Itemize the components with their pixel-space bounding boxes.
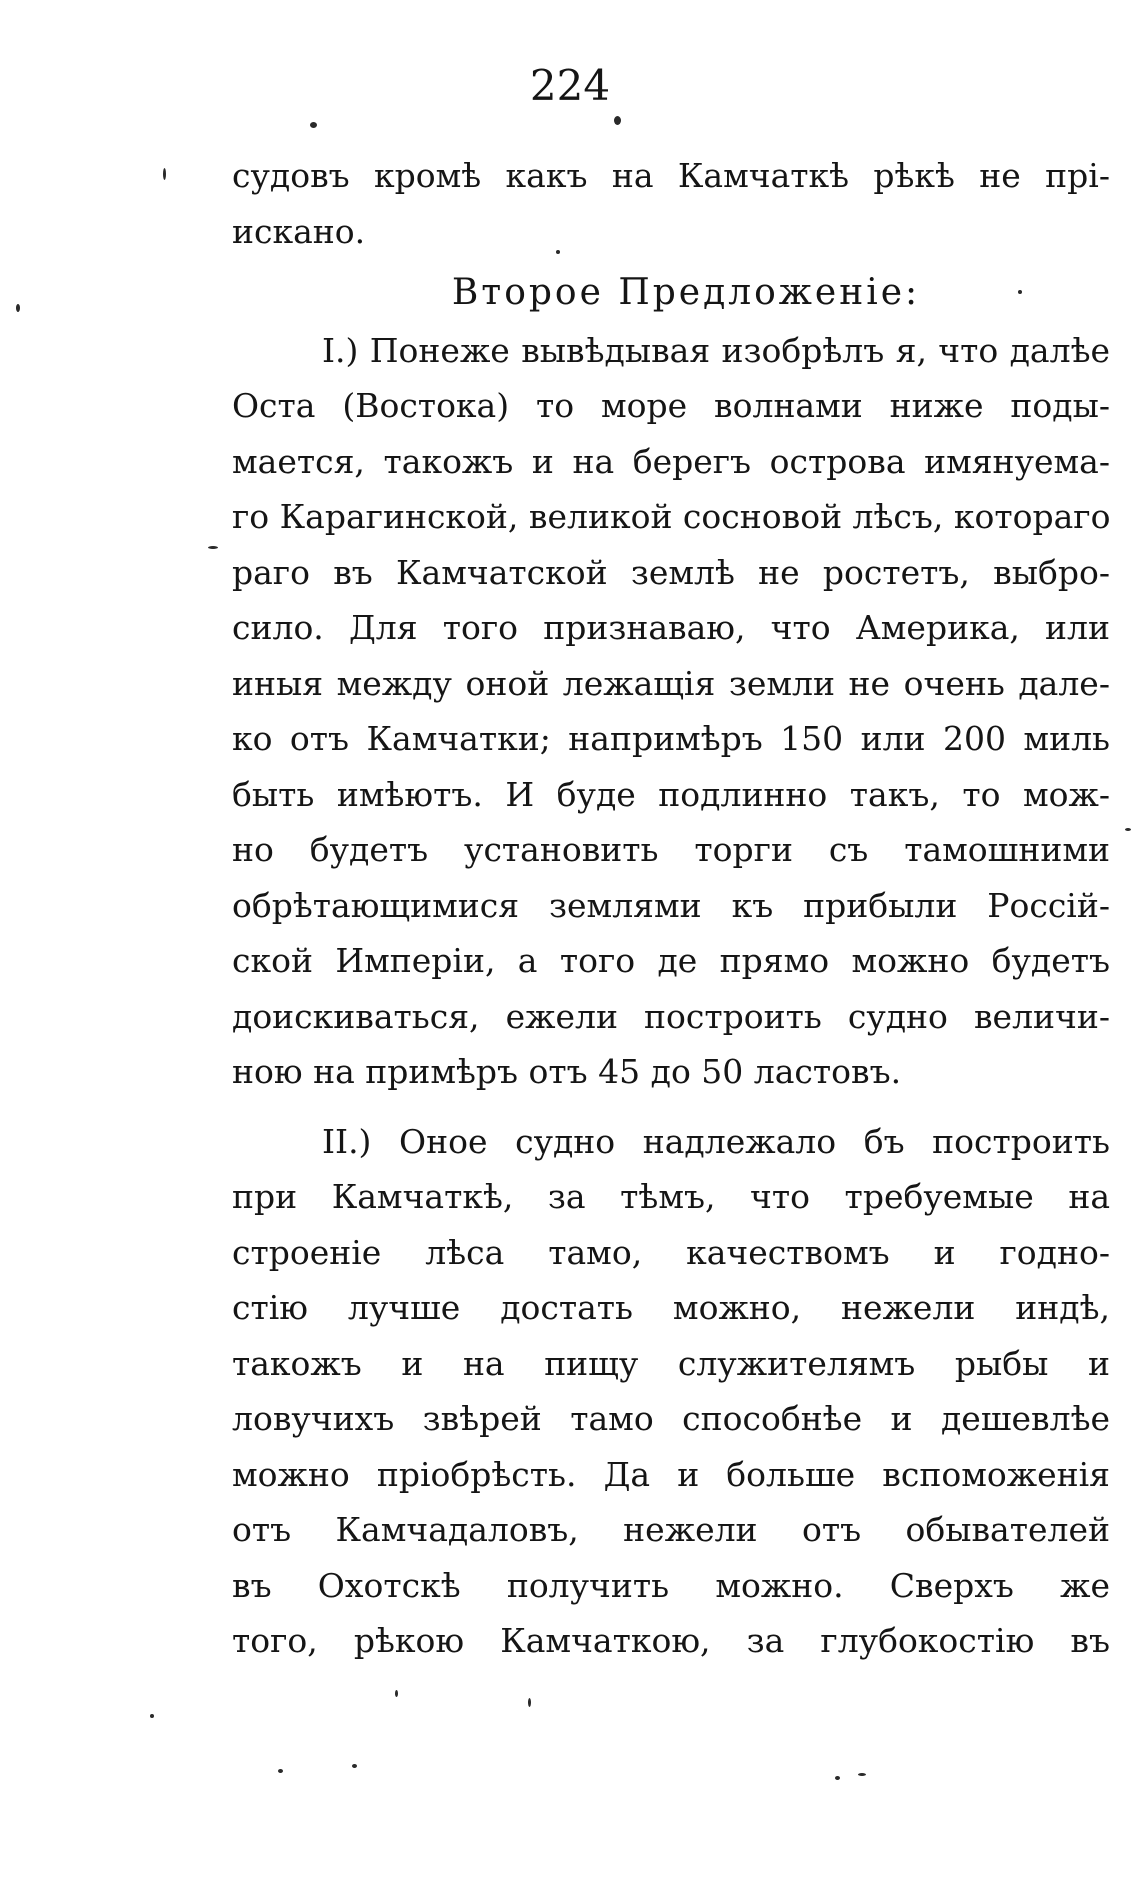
text-line: мается, такожъ и на берегъ острова имянуема- bbox=[232, 441, 1110, 481]
text-line: стію лучше достать можно, нежели индѣ, bbox=[232, 1288, 1110, 1327]
scan-speck bbox=[278, 1769, 283, 1773]
scan-speck bbox=[208, 546, 218, 549]
paragraph-gap bbox=[232, 1100, 1110, 1114]
text-line: Оста (Востока) то море волнами ниже поды- bbox=[232, 386, 1110, 425]
text-line: при Камчаткѣ, за тѣмъ, что требуемые на bbox=[232, 1177, 1110, 1216]
scan-speck bbox=[395, 1690, 398, 1697]
scan-speck bbox=[1018, 290, 1022, 294]
text-line: сило. Для того признаваю, что Америка, или bbox=[232, 608, 1110, 647]
scan-speck bbox=[858, 1773, 866, 1776]
scan-speck bbox=[150, 1714, 154, 1718]
text-line: такожъ и на пищу служителямъ рыбы и bbox=[232, 1343, 1110, 1383]
text-line: ною на примѣръ отъ 45 до 50 ластовъ. bbox=[232, 1052, 902, 1091]
scan-speck bbox=[556, 250, 560, 254]
text-line: можно пріобрѣсть. Да и больше вспоможенія bbox=[232, 1454, 1110, 1494]
text-line: раго въ Камчатской землѣ не ростетъ, выбро- bbox=[232, 552, 1110, 592]
paragraph-start-line: II.) Оное судно надлежало бъ построить bbox=[322, 1121, 1110, 1161]
text-line: отъ Камчадаловъ, нежели отъ обывателей bbox=[232, 1510, 1110, 1549]
scan-speck bbox=[163, 168, 166, 180]
text-line: доискиваться, ежели построить судно величи- bbox=[232, 996, 1110, 1036]
text-line: ловучихъ звѣрей тамо способнѣе и дешевлѣе bbox=[232, 1399, 1110, 1438]
page-number: 224 bbox=[529, 61, 611, 110]
text-line: строеніе лѣса тамо, качествомъ и годно- bbox=[232, 1232, 1110, 1272]
scan-speck bbox=[16, 304, 20, 312]
text-line: ко отъ Камчатки; напримѣръ 150 или 200 миль bbox=[232, 719, 1110, 758]
text-line: обрѣтающимися землями къ прибыли Россій- bbox=[232, 885, 1110, 925]
text-line: быть имѣютъ. И буде подлинно такъ, то мож- bbox=[232, 774, 1110, 814]
text-line: того, рѣкою Камчаткою, за глубокостію въ bbox=[232, 1621, 1110, 1660]
scan-speck bbox=[310, 122, 317, 128]
text-line: иныя между оной лежащія земли не очень дале- bbox=[232, 663, 1110, 703]
scan-speck bbox=[835, 1776, 840, 1780]
scan-speck bbox=[528, 1698, 531, 1707]
scan-speck bbox=[614, 116, 621, 125]
text-line: искано. bbox=[232, 211, 366, 251]
body-text bbox=[232, 148, 1110, 1669]
text-line: ской Имперіи, а того де прямо можно будетъ bbox=[232, 941, 1110, 980]
text-line: судовъ кромѣ какъ на Камчаткѣ рѣкѣ не прі- bbox=[232, 156, 1110, 195]
scan-speck bbox=[1125, 828, 1131, 831]
text-line: въ Охотскѣ получить можно. Сверхъ же bbox=[232, 1565, 1110, 1605]
scan-speck bbox=[352, 1764, 357, 1768]
text-line: но будетъ установить торги съ тамошними bbox=[232, 830, 1110, 869]
section-heading: Второе Предложеніе: bbox=[451, 272, 921, 313]
paragraph-start-line: I.) Понеже вывѣдывая изобрѣлъ я, что далѣе bbox=[322, 330, 1110, 370]
text-line: го Карагинской, великой сосновой лѣсъ, котораго bbox=[232, 497, 1111, 536]
